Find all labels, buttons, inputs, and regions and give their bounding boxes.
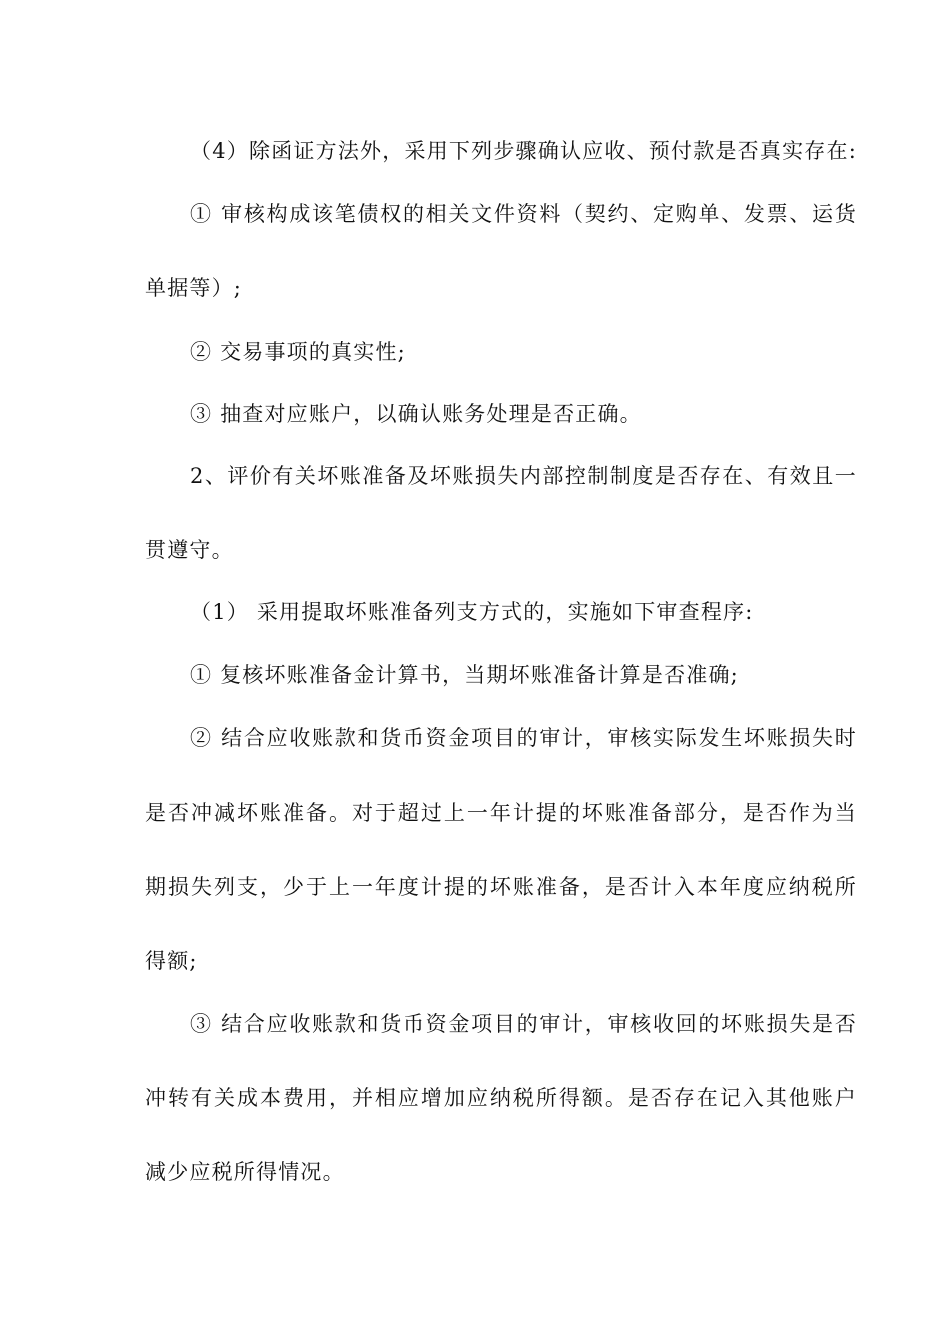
paragraph-line: 单据等）; bbox=[145, 276, 243, 300]
paragraph-line: ③ 抽查对应账户，以确认账务处理是否正确。 bbox=[190, 402, 642, 426]
paragraph-line: ① 复核坏账准备金计算书，当期坏账准备计算是否准确; bbox=[190, 663, 739, 687]
paragraph-line: 减少应税所得情况。 bbox=[145, 1160, 345, 1184]
paragraph-line: （1） 采用提取坏账准备列支方式的，实施如下审查程序: bbox=[190, 600, 754, 624]
paragraph-line: ① 审核构成该笔债权的相关文件资料（契约、定购单、发票、运货 bbox=[190, 202, 857, 226]
paragraph-line: （4）除函证方法外，采用下列步骤确认应收、预付款是否真实存在: bbox=[190, 139, 857, 163]
paragraph-line: 2、评价有关坏账准备及坏账损失内部控制制度是否存在、有效且一 bbox=[190, 464, 857, 488]
paragraph-line: 是否冲减坏账准备。对于超过上一年计提的坏账准备部分，是否作为当 bbox=[145, 801, 857, 825]
paragraph-line: 期损失列支，少于上一年度计提的坏账准备，是否计入本年度应纳税所 bbox=[145, 875, 857, 899]
paragraph-line: 冲转有关成本费用，并相应增加应纳税所得额。是否存在记入其他账户 bbox=[145, 1086, 857, 1110]
paragraph-line: ③ 结合应收账款和货币资金项目的审计，审核收回的坏账损失是否 bbox=[190, 1012, 857, 1036]
paragraph-line: ② 结合应收账款和货币资金项目的审计，审核实际发生坏账损失时 bbox=[190, 726, 857, 750]
paragraph-line: 贯遵守。 bbox=[145, 538, 234, 562]
paragraph-line: ② 交易事项的真实性; bbox=[190, 340, 406, 364]
paragraph-line: 得额; bbox=[145, 949, 198, 973]
